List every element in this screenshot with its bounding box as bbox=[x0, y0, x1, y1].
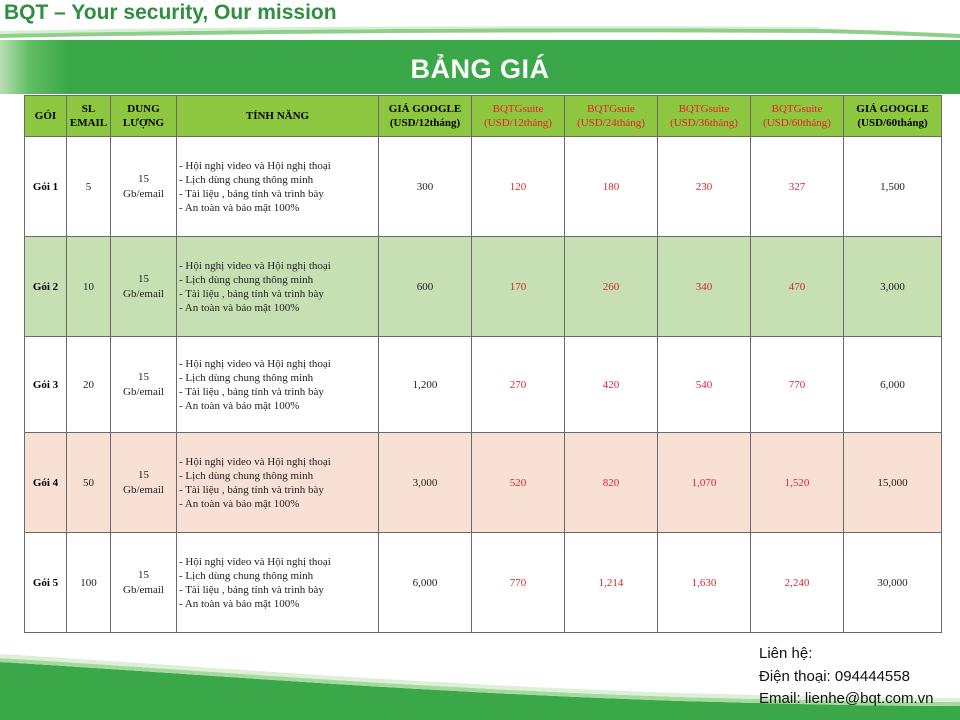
storage-cell: 15 Gb/email bbox=[111, 433, 177, 533]
features-cell bbox=[177, 337, 379, 433]
price-google-12m: 600 bbox=[379, 237, 472, 337]
price-bqt-36m: 340 bbox=[658, 237, 751, 337]
price-bqt-24m: 180 bbox=[565, 137, 658, 237]
storage-cell: 15 Gb/email bbox=[111, 237, 177, 337]
contact-email: Email: lienhe@bqt.com.vn bbox=[759, 690, 934, 707]
package-name: Gói 4 bbox=[25, 433, 67, 533]
col-header-bqt-36m: BQTGsuite (USD/36tháng) bbox=[658, 96, 751, 137]
price-google-12m: 6,000 bbox=[379, 533, 472, 633]
price-google-60m: 3,000 bbox=[844, 237, 942, 337]
email-count: 20 bbox=[67, 337, 111, 433]
price-bqt-60m: 770 bbox=[751, 337, 844, 433]
price-bqt-24m: 820 bbox=[565, 433, 658, 533]
feature-item: - An toàn và bảo mật 100% bbox=[179, 301, 300, 314]
price-bqt-60m: 2,240 bbox=[751, 533, 844, 633]
col-header-bqt-24m: BQTGsuie (USD/24tháng) bbox=[565, 96, 658, 137]
feature-item: - Hội nghị video và Hội nghị thoại bbox=[179, 357, 331, 370]
package-name: Gói 2 bbox=[25, 237, 67, 337]
contact-label: Liên hệ: bbox=[759, 645, 813, 662]
table-row bbox=[25, 433, 942, 533]
price-bqt-60m: 470 bbox=[751, 237, 844, 337]
table-header-row bbox=[25, 96, 942, 137]
email-count: 100 bbox=[67, 533, 111, 633]
price-bqt-60m: 1,520 bbox=[751, 433, 844, 533]
table-row bbox=[25, 533, 942, 633]
price-bqt-36m: 540 bbox=[658, 337, 751, 433]
price-google-60m: 6,000 bbox=[844, 337, 942, 433]
table-row bbox=[25, 237, 942, 337]
email-count: 5 bbox=[67, 137, 111, 237]
company-tagline: BQT – Your security, Our mission bbox=[4, 1, 337, 24]
price-google-60m: 30,000 bbox=[844, 533, 942, 633]
col-header-bqt-12m: BQTGsuite (USD/12tháng) bbox=[472, 96, 565, 137]
price-bqt-12m: 170 bbox=[472, 237, 565, 337]
price-google-12m: 300 bbox=[379, 137, 472, 237]
feature-item: - Lịch dùng chung thông minh bbox=[179, 173, 314, 186]
price-table bbox=[24, 95, 942, 633]
email-count: 10 bbox=[67, 237, 111, 337]
package-name: Gói 3 bbox=[25, 337, 67, 433]
price-google-60m: 1,500 bbox=[844, 137, 942, 237]
col-header-storage: DUNG LƯỢNG bbox=[111, 96, 177, 137]
feature-item: - Tài liệu , bảng tính và trình bày bbox=[179, 483, 324, 496]
feature-item: - Tài liệu , bảng tính và trình bày bbox=[179, 385, 324, 398]
feature-item: - Lịch dùng chung thông minh bbox=[179, 273, 314, 286]
feature-item: - An toàn và bảo mật 100% bbox=[179, 201, 300, 214]
feature-item: - Lịch dùng chung thông minh bbox=[179, 469, 314, 482]
package-name: Gói 5 bbox=[25, 533, 67, 633]
feature-item: - Hội nghị video và Hội nghị thoại bbox=[179, 259, 331, 272]
price-bqt-36m: 230 bbox=[658, 137, 751, 237]
features-cell bbox=[177, 237, 379, 337]
col-header-google-60m: GIÁ GOOGLE (USD/60tháng) bbox=[844, 96, 942, 137]
feature-item: - Hội nghị video và Hội nghị thoại bbox=[179, 159, 331, 172]
package-name: Gói 1 bbox=[25, 137, 67, 237]
feature-item: - Hội nghị video và Hội nghị thoại bbox=[179, 455, 331, 468]
feature-item: - Lịch dùng chung thông minh bbox=[179, 371, 314, 384]
feature-item: - Lịch dùng chung thông minh bbox=[179, 569, 314, 582]
contact-info bbox=[759, 643, 933, 711]
price-bqt-12m: 270 bbox=[472, 337, 565, 433]
contact-phone: Điện thoại: 094444558 bbox=[759, 667, 910, 685]
price-bqt-24m: 260 bbox=[565, 237, 658, 337]
feature-item: - An toàn và bảo mật 100% bbox=[179, 497, 300, 510]
feature-item: - Tài liệu , bảng tính và trình bày bbox=[179, 287, 324, 300]
col-header-package: GÓI bbox=[25, 96, 67, 137]
feature-item: - An toàn và bảo mật 100% bbox=[179, 597, 300, 610]
features-cell bbox=[177, 533, 379, 633]
price-google-12m: 1,200 bbox=[379, 337, 472, 433]
price-bqt-12m: 770 bbox=[472, 533, 565, 633]
price-bqt-12m: 120 bbox=[472, 137, 565, 237]
price-bqt-24m: 420 bbox=[565, 337, 658, 433]
feature-item: - Tài liệu , bảng tính và trình bày bbox=[179, 583, 324, 596]
col-header-features: TÍNH NĂNG bbox=[177, 96, 379, 137]
feature-item: - Tài liệu , bảng tính và trình bày bbox=[179, 187, 324, 200]
storage-cell: 15 Gb/email bbox=[111, 137, 177, 237]
feature-item: - An toàn và bảo mật 100% bbox=[179, 399, 300, 412]
table-row bbox=[25, 337, 942, 433]
col-header-email-count: SL EMAIL bbox=[67, 96, 111, 137]
col-header-google-12m: GIÁ GOOGLE (USD/12tháng) bbox=[379, 96, 472, 137]
table-row bbox=[25, 137, 942, 237]
price-bqt-36m: 1,070 bbox=[658, 433, 751, 533]
storage-cell: 15 Gb/email bbox=[111, 533, 177, 633]
price-google-60m: 15,000 bbox=[844, 433, 942, 533]
page-title: BẢNG GIÁ bbox=[410, 54, 550, 84]
price-bqt-36m: 1,630 bbox=[658, 533, 751, 633]
col-header-bqt-60m: BQTGsuite (USD/60tháng) bbox=[751, 96, 844, 137]
email-count: 50 bbox=[67, 433, 111, 533]
features-cell bbox=[177, 137, 379, 237]
price-google-12m: 3,000 bbox=[379, 433, 472, 533]
features-cell bbox=[177, 433, 379, 533]
price-bqt-24m: 1,214 bbox=[565, 533, 658, 633]
storage-cell: 15 Gb/email bbox=[111, 337, 177, 433]
price-bqt-12m: 520 bbox=[472, 433, 565, 533]
price-bqt-60m: 327 bbox=[751, 137, 844, 237]
feature-item: - Hội nghị video và Hội nghị thoại bbox=[179, 555, 331, 568]
